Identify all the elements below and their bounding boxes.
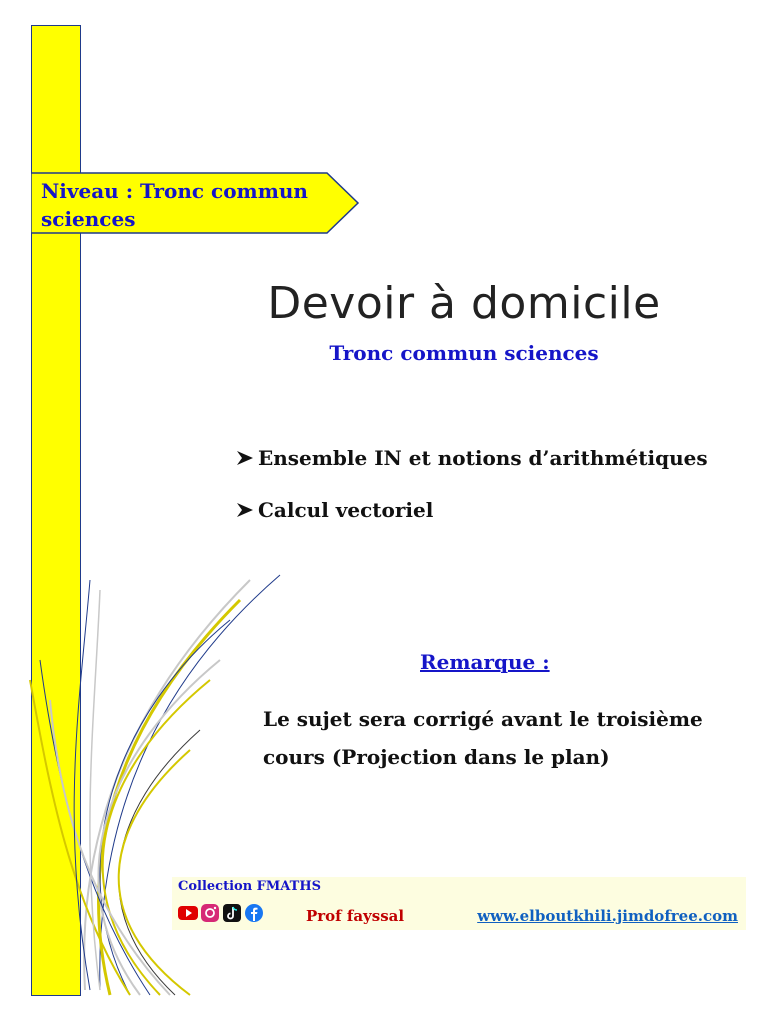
remark-heading: Remarque :	[420, 650, 550, 674]
social-icons	[178, 904, 264, 922]
author-name: Prof fayssal	[306, 907, 405, 925]
collection-label: Collection FMATHS	[178, 879, 322, 894]
topic-label: Ensemble IN et notions d’arithmétiques	[258, 446, 708, 470]
topic-label: Calcul vectoriel	[258, 498, 434, 522]
footer	[172, 877, 746, 930]
remark-line: Le sujet sera corrigé avant le troisième	[263, 707, 703, 731]
level-text: Niveau : Tronc commun sciences	[41, 179, 308, 231]
arrow-bullet-icon	[236, 502, 254, 518]
youtube-icon[interactable]	[178, 904, 198, 922]
decorative-curves	[0, 560, 300, 1000]
instagram-icon[interactable]	[200, 904, 220, 922]
facebook-icon[interactable]	[244, 904, 264, 922]
remark-line: cours (Projection dans le plan)	[263, 745, 610, 769]
level-banner	[31, 172, 359, 234]
list-item	[236, 444, 708, 472]
list-item	[236, 496, 708, 524]
website-link[interactable]: www.elboutkhili.jimdofree.com	[477, 907, 738, 925]
arrow-bullet-icon	[236, 450, 254, 466]
page-subtitle: Tronc commun sciences	[329, 341, 599, 365]
tiktok-icon[interactable]	[222, 904, 242, 922]
page-title: Devoir à domicile	[267, 278, 661, 329]
topic-list	[236, 444, 708, 548]
remark-body	[263, 700, 733, 776]
